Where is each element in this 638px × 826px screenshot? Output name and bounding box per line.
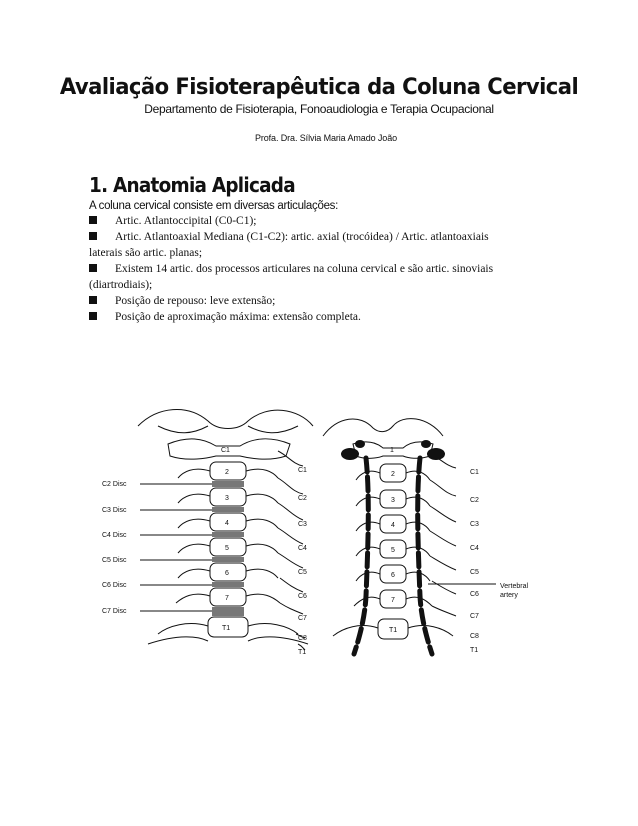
nerve-label: C6 [470,591,479,598]
left-spine-diagram [138,410,313,650]
artery-label: artery [500,592,518,599]
vertebra-label: 5 [391,547,395,554]
author-line: Profa. Dra. Sílvia Maria Amado João [254,133,398,143]
bullet-text: Existem 14 artic. dos processos articulares na coluna cervical e são artic. sinoviais [115,263,494,275]
bullet-square-icon [89,232,97,240]
section-intro: A coluna cervical consiste em diversas articulações: [89,200,339,212]
nerve-label: C3 [298,521,307,528]
nerve-label: C1 [298,467,307,474]
vertebra-label: 7 [391,597,395,604]
nerve-label: C4 [470,545,479,552]
nerve-label: C8 [298,635,307,642]
bullet-square-icon [89,296,97,304]
nerve-label: C5 [298,569,307,576]
nerve-label: C7 [470,613,479,620]
cervical-spine-illustration [98,396,548,658]
nerve-label: C7 [298,615,307,622]
vertebra-label: 3 [391,497,395,504]
bullet-item-3 [89,261,549,293]
vertebra-label: T1 [389,627,398,634]
nerve-label: T1 [470,647,479,654]
vertebra-label: 2 [225,469,229,476]
nerve-label: C2 [470,497,479,504]
bullet-text: Posição de repouso: leve extensão; [115,295,276,307]
disc-label: C6 Disc [102,582,127,589]
bullet-item-1 [89,213,549,229]
bullet-text-continued: (diartrodiais); [89,279,153,291]
disc-label: C7 Disc [102,608,127,615]
vertebra-label: C1 [221,447,230,454]
nerve-label: C3 [470,521,479,528]
nerve-label: T1 [298,649,307,656]
bullet-square-icon [89,312,97,320]
bullet-item-5 [89,309,549,325]
bullet-square-icon [89,216,97,224]
right-spine-labels [389,447,528,654]
nerve-label: C5 [470,569,479,576]
department-line: Departamento de Fisioterapia, Fonoaudiologia e Terapia Ocupacional [144,102,494,116]
section-heading: 1. Anatomia Aplicada [89,173,295,197]
vertebra-label: 1 [390,447,394,454]
vertebra-label: 4 [391,522,395,529]
vertebra-label: T1 [222,625,231,632]
nerve-label: C4 [298,545,307,552]
bullet-item-4 [89,293,549,309]
vertebra-label: 6 [391,572,395,579]
vertebra-label: 4 [225,520,229,527]
vertebra-label: 5 [225,545,229,552]
disc-label: C4 Disc [102,532,127,539]
bullet-text: Posição de aproximação máxima: extensão completa. [115,311,361,323]
vertebra-label: 3 [225,495,229,502]
vertebra-label: 2 [391,471,395,478]
bullet-text-continued: laterais são artic. planas; [89,247,203,259]
disc-label: C3 Disc [102,507,127,514]
nerve-label: C1 [470,469,479,476]
nerve-label: C2 [298,495,307,502]
disc-label: C5 Disc [102,557,127,564]
bullet-item-2 [89,229,549,261]
bullet-text: Artic. Atlantoccipital (C0-C1); [115,215,257,227]
bullet-text: Artic. Atlantoaxial Mediana (C1-C2): artic. axial (trocóidea) / Artic. atlantoaxiais [115,231,489,243]
document-title: Avaliação Fisioterapêutica da Coluna Cervical [59,74,579,100]
nerve-label: C8 [470,633,479,640]
bullet-square-icon [89,264,97,272]
disc-label: C2 Disc [102,481,127,488]
nerve-label: C6 [298,593,307,600]
artery-label: Vertebral [500,583,529,590]
vertebra-label: 7 [225,595,229,602]
vertebral-arteries [354,458,432,654]
vertebra-label: 6 [225,570,229,577]
